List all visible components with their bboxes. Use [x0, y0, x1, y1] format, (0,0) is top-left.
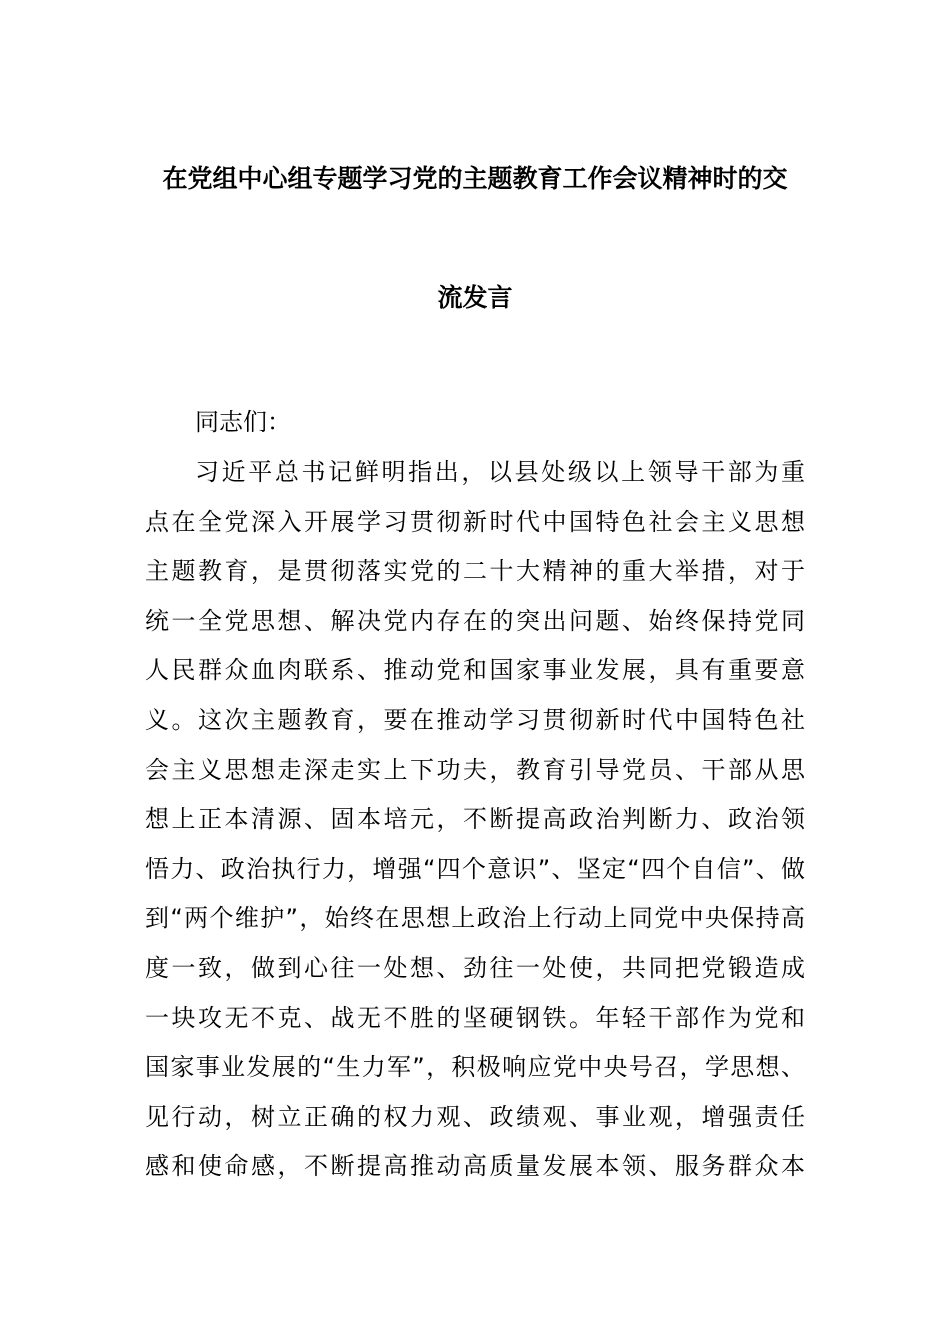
body-line: 人民群众血肉联系、推动党和国家事业发展，具有重要意: [145, 656, 805, 684]
body-line: 义。这次主题教育，要在推动学习贯彻新时代中国特色社: [145, 706, 805, 734]
body-line: 一块攻无不克、战无不胜的坚硬钢铁。年轻干部作为党和: [145, 1004, 805, 1032]
body-line: 统一全党思想、解决党内存在的突出问题、始终保持党同: [145, 607, 805, 635]
body-line: 会主义思想走深走实上下功夫，教育引导党员、干部从思: [145, 756, 805, 784]
body-line: 习近平总书记鲜明指出，以县处级以上领导干部为重: [195, 458, 805, 486]
document-title-line-2: 流发言: [437, 283, 513, 312]
body-line: 感和使命感，不断提高推动高质量发展本领、服务群众本: [145, 1152, 805, 1180]
body-line: 点在全党深入开展学习贯彻新时代中国特色社会主义思想: [145, 508, 805, 536]
body-line: 到“两个维护”，始终在思想上政治上行动上同党中央保持高: [145, 904, 805, 932]
salutation: 同志们：: [195, 408, 291, 436]
body-line: 悟力、政治执行力，增强“四个意识”、坚定“四个自信”、做: [145, 855, 805, 883]
body-line: 度一致，做到心往一处想、劲往一处使，共同把党锻造成: [145, 954, 805, 982]
body-line: 想上正本清源、固本培元，不断提高政治判断力、政治领: [145, 805, 805, 833]
body-line: 国家事业发展的“生力军”，积极响应党中央号召，学思想、: [145, 1053, 805, 1081]
document-title-line-1: 在党组中心组专题学习党的主题教育工作会议精神时的交: [162, 164, 788, 193]
body-line: 主题教育，是贯彻落实党的二十大精神的重大举措，对于: [145, 557, 805, 585]
body-line: 见行动，树立正确的权力观、政绩观、事业观，增强责任: [145, 1103, 805, 1131]
